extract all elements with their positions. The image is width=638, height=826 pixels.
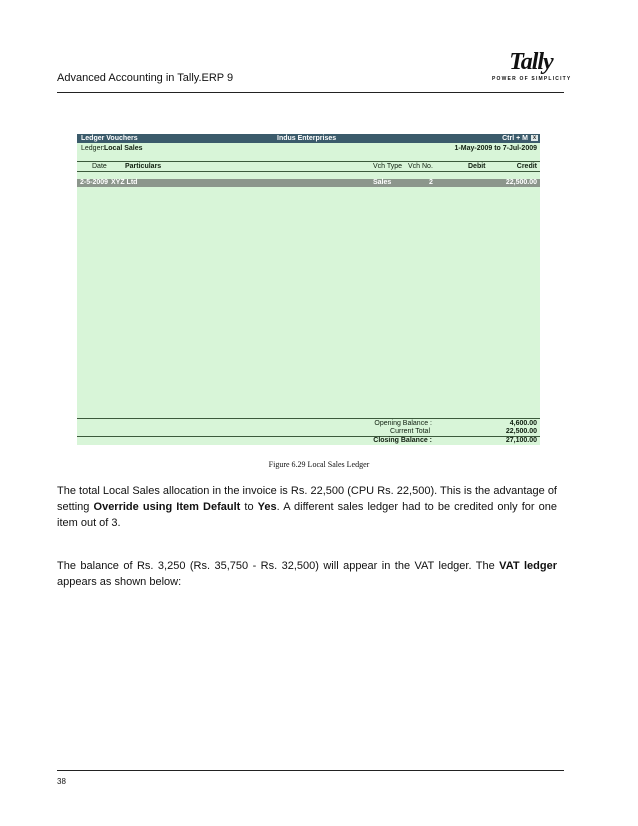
row-particulars: XYZ Ltd [111,179,138,186]
column-header-top-border [77,161,540,162]
ledger-vouchers-window [77,134,540,445]
col-credit: Credit [516,163,537,170]
logo-wordmark: Tally [509,49,553,75]
row-vch-type: Sales [373,179,392,186]
closing-balance-label: Closing Balance : [373,437,432,444]
header-divider [57,92,564,93]
opening-balance-value: 4,600.00 [509,420,537,427]
para2-text-2: appears as shown below: [57,576,182,588]
period-range: 1-May-2009 to 7-Jul-2009 [454,145,537,152]
col-vch-type: Vch Type [373,163,403,170]
table-row[interactable] [77,179,540,187]
para1-text-1: The total Local Sales allocation in the invoice is Rs. 22,500 (CPU Rs. 22,500). This is the advantage of setting [57,485,557,513]
figure-caption: Figure 6.29 Local Sales Ledger [268,460,370,469]
col-date: Date [92,163,107,170]
logo-tagline: POWER OF SIMPLICITY [492,76,572,82]
document-header-title: Advanced Accounting in Tally.ERP 9 [57,72,234,84]
paragraph-allocation [57,483,557,531]
col-particulars: Particulars [125,163,162,170]
para2-bold-1: VAT ledger [499,560,557,572]
closing-top-border [77,436,540,437]
shortcut-label: Ctrl + M [502,135,528,142]
footer-divider [57,770,564,771]
paragraph-vat-balance [57,558,557,590]
row-vch-no: 2 [429,179,433,186]
row-date: 2-5-2009 [80,179,109,186]
opening-balance-label: Opening Balance : [374,420,432,427]
para1-bold-1: Override using Item Default [93,501,241,513]
totals-top-border [77,418,540,419]
para1-bold-2: Yes [257,501,277,513]
current-total-value: 22,500.00 [505,428,537,435]
window-title-bar [77,134,540,143]
col-debit: Debit [468,163,486,170]
tally-logo [492,50,570,82]
ledger-name: Local Sales [104,145,143,152]
company-name: Indus Enterprises [277,135,337,142]
para2-text-1: The balance of Rs. 3,250 (Rs. 35,750 - Rs. 32,500) will appear in the VAT ledger. The [57,560,500,572]
window-title: Ledger Vouchers [81,135,138,142]
ledger-label: Ledger: [81,145,105,152]
row-credit: 22,500.00 [505,179,537,186]
page-number: 38 [57,777,66,786]
para1-text-3: . A different sales ledger had to be credited only for one item out of 3. [57,501,557,529]
close-icon[interactable]: x [532,135,537,141]
col-vch-no: Vch No. [408,163,433,170]
para1-text-2: to [240,501,258,513]
column-header-bottom-border [77,171,540,172]
closing-balance-value: 27,100.00 [505,437,537,444]
current-total-label: Current Total [390,428,430,435]
